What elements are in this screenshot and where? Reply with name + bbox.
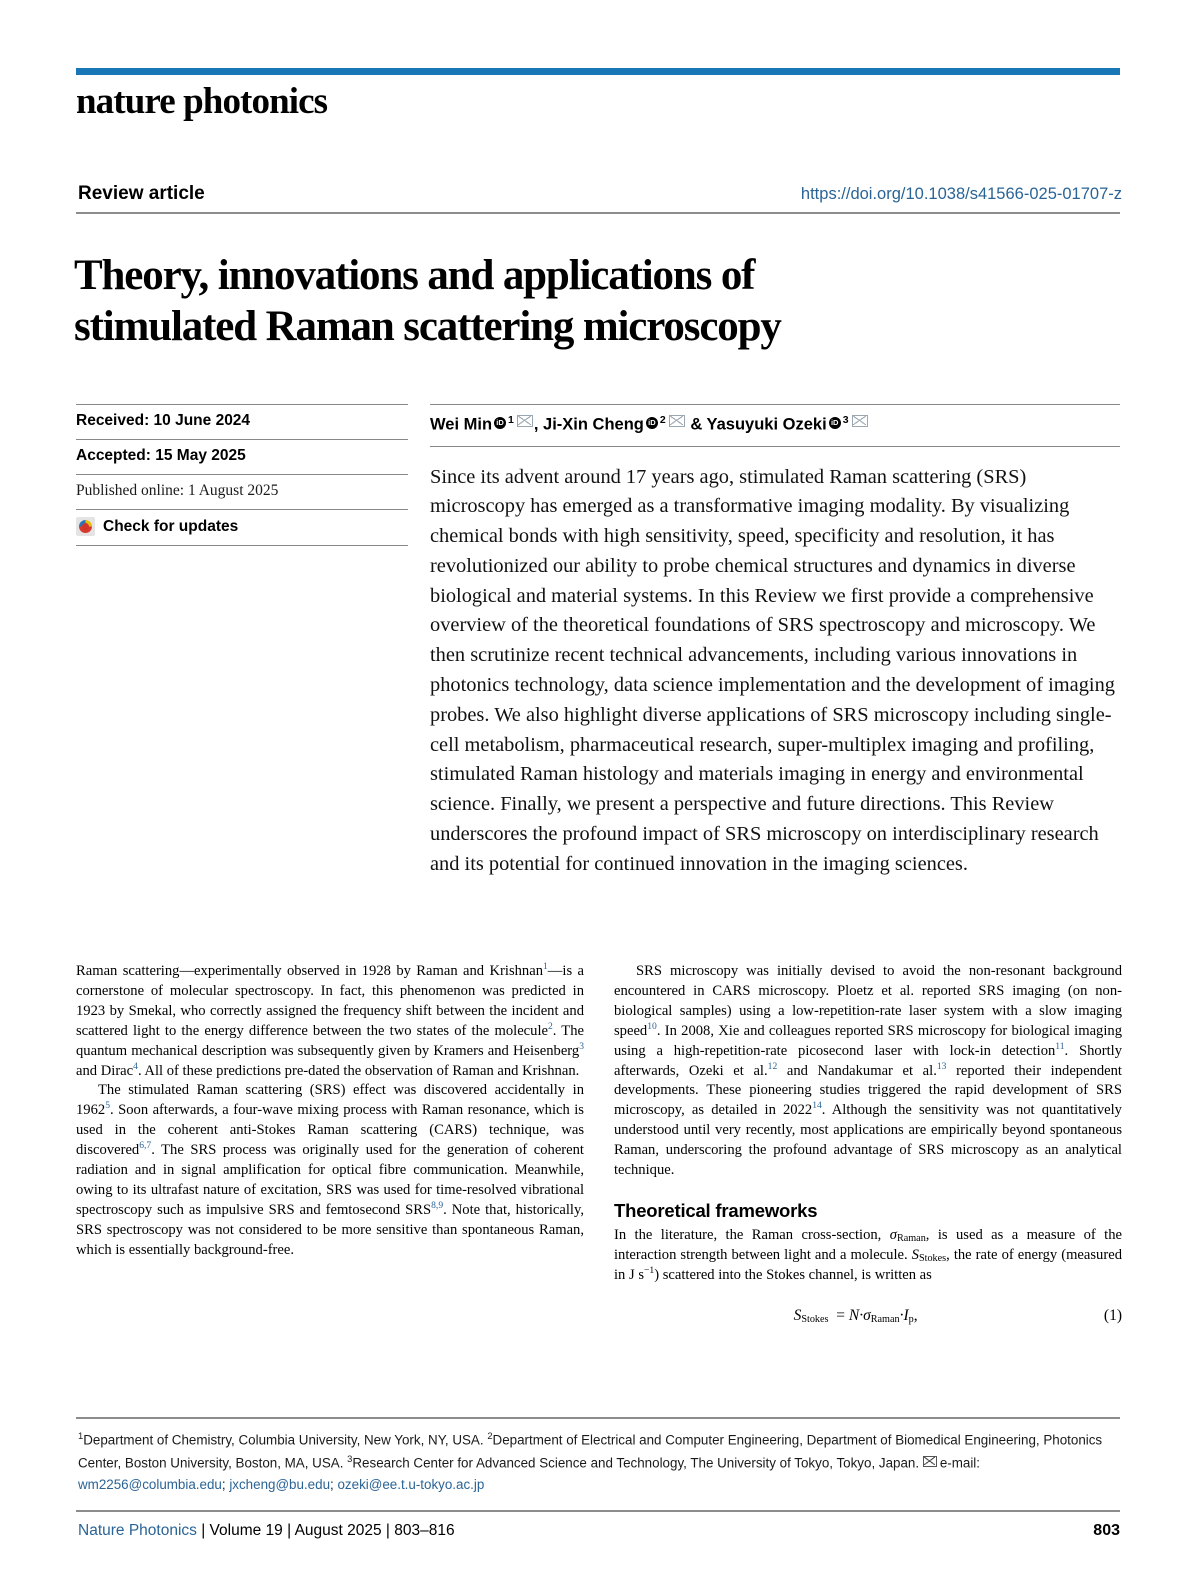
metadata-accepted-row bbox=[76, 439, 408, 474]
author-2-affiliation-marker: 2 bbox=[659, 414, 666, 426]
text-run: . The SRS process was originally used for the generation of coherent radiation and in signal amplification for optical fibre communication. Meanwhile, owing to its ultrafast nature of excitation, SRS was used for time-resolved vibrational spectroscopy such as impulsive SRS and femtosecond SRS bbox=[76, 1142, 584, 1218]
text-run: In the literature, the Raman cross-section, bbox=[614, 1227, 890, 1244]
header-divider bbox=[76, 212, 1120, 214]
text-run: Raman scattering—experimentally observed in 1928 by Raman and Krishnan bbox=[76, 963, 543, 979]
text-run: . Shortly afterwards, Ozeki et al. bbox=[614, 1042, 1122, 1079]
metadata-received-row bbox=[76, 404, 408, 439]
citation-ref[interactable]: 12 bbox=[767, 1060, 778, 1072]
title-line-1: Theory, innovations and applications of bbox=[74, 251, 755, 299]
citation-ref[interactable]: 6,7 bbox=[139, 1140, 152, 1152]
article-type-kicker: Review article bbox=[78, 183, 205, 204]
affiliation-2-text: Department of Electrical and Computer Engineering, Department of Biomedical Engineering, Photonics Center, Boston University, Boston, MA, USA. bbox=[78, 1432, 1103, 1471]
check-for-updates-label: Check for updates bbox=[103, 517, 239, 535]
text-run: , the rate of energy (measured in J s bbox=[614, 1247, 1122, 1284]
eq-rhs-intensity-subscript: p bbox=[908, 1313, 914, 1325]
citation-ref[interactable]: 3 bbox=[579, 1040, 584, 1052]
eq-equals: = bbox=[836, 1306, 846, 1324]
article-metadata-panel bbox=[76, 404, 408, 546]
abstract-text: Since its advent around 17 years ago, stimulated Raman scattering (SRS) microscopy has emerged as a transformative imaging modality. By visualizing chemical bonds with high sensitivity, speed, specificity and resolution, it has revolutionized our ability to probe chemical structures and dynamics in diverse biological and material systems. In this Review we first provide a comprehensive overview of the theoretical foundations of SRS spectroscopy and microscopy. We then scrutinize recent technical advancements, including various innovations in photonics technology, data science implementation and the development of imaging probes. We also highlight diverse applications of SRS microscopy including single-cell metabolism, pharmaceutical research, super-multiplex imaging and profiling, stimulated Raman histology and materials imaging in energy and environmental science. Finally, we present a perspective and future directions. This Review underscores the profound impact of SRS microscopy on interdisciplinary research and its potential for continued innovation in the imaging sciences. bbox=[430, 446, 1120, 880]
text-run: The stimulated Raman scattering (SRS) effect was discovered accidentally in 1962 bbox=[76, 1082, 584, 1119]
subscript-raman: Raman bbox=[896, 1233, 926, 1245]
text-run: . The quantum mechanical description was subsequently given by Kramers and Heisenberg bbox=[76, 1022, 584, 1059]
author-2-name: , Ji-Xin Cheng bbox=[533, 415, 644, 434]
text-run: reported their independent developments. These pioneering studies triggered the rapid development of SRS microscopy, as detailed in 2022 bbox=[614, 1062, 1122, 1119]
citation-ref[interactable]: 4 bbox=[133, 1060, 138, 1072]
equation-number: (1) bbox=[1103, 1306, 1122, 1324]
citation-ref[interactable]: 8,9 bbox=[431, 1200, 444, 1212]
envelope-icon bbox=[923, 1456, 937, 1467]
orcid-icon[interactable] bbox=[829, 417, 841, 429]
crossmark-icon bbox=[76, 517, 95, 536]
subscript-stokes: Stokes bbox=[918, 1253, 947, 1265]
author-3-affiliation-marker: 3 bbox=[842, 414, 849, 426]
published-online-date: Published online: 1 August 2025 bbox=[76, 482, 279, 499]
email-separator: ; bbox=[221, 1477, 230, 1493]
footer-citation bbox=[78, 1522, 455, 1540]
page-footer bbox=[78, 1522, 1120, 1540]
author-1-affiliation-marker: 1 bbox=[508, 414, 514, 426]
doi-link[interactable]: https://doi.org/10.1038/s41566-025-01707-z bbox=[800, 185, 1122, 203]
eq-rhs-n-sigma: N·σ bbox=[848, 1306, 871, 1324]
affiliation-1-text: Department of Chemistry, Columbia University, New York, NY, USA. bbox=[83, 1432, 488, 1448]
email-link-1[interactable]: wm2256@columbia.edu bbox=[78, 1477, 222, 1493]
citation-ref[interactable]: 14 bbox=[812, 1100, 822, 1112]
text-run: SRS microscopy was initially devised to avoid the non-resonant background encountered in CARS microscopy. Ploetz et al. reported SRS imaging (on non-biological samples) using a low-repetition-rate laser system with a slow imaging speed bbox=[614, 963, 1122, 1039]
author-list bbox=[430, 404, 1120, 446]
affiliation-marker-1: 1 bbox=[78, 1430, 84, 1441]
paragraph-intro bbox=[76, 962, 584, 1081]
envelope-icon[interactable] bbox=[852, 415, 868, 427]
check-for-updates-row[interactable] bbox=[76, 509, 408, 546]
text-run: , is used as a measure of the interaction strength between light and a molecule. bbox=[614, 1227, 1122, 1264]
journal-masthead: nature photonics bbox=[76, 81, 328, 122]
text-run: . Note that, historically, SRS spectroscopy was not considered to be more sensitive than spontaneous Raman, which is essentially background-free. bbox=[76, 1201, 584, 1258]
envelope-icon[interactable] bbox=[517, 415, 533, 427]
page-title bbox=[74, 251, 1074, 352]
citation-ref[interactable]: 11 bbox=[1055, 1040, 1065, 1052]
text-run: and Nandakumar et al. bbox=[777, 1062, 937, 1079]
authors-and-abstract bbox=[430, 404, 1120, 879]
affiliation-3-text: Research Center for Advanced Science and Technology, The University of Tokyo, Tokyo, Japan. bbox=[352, 1455, 923, 1471]
paragraph-srs-microscopy bbox=[614, 962, 1122, 1181]
metadata-published-row bbox=[76, 474, 408, 509]
paragraph-cross-section bbox=[614, 1226, 1122, 1286]
author-1-name: Wei Min bbox=[430, 415, 493, 434]
accepted-date: Accepted: 15 May 2025 bbox=[76, 447, 246, 464]
page-number: 803 bbox=[1093, 1522, 1120, 1539]
section-heading-theoretical-frameworks: Theoretical frameworks bbox=[614, 1199, 818, 1221]
title-line-2: stimulated Raman scattering microscopy bbox=[74, 302, 781, 350]
orcid-icon[interactable] bbox=[646, 417, 658, 429]
equation-1 bbox=[614, 1305, 1122, 1331]
orcid-icon[interactable] bbox=[494, 417, 506, 429]
body-column-right bbox=[614, 962, 1122, 1331]
text-run: . In 2008, Xie and colleagues reported SRS microscopy for biological imaging using a high-repetition-rate picosecond laser with lock-in detection bbox=[614, 1022, 1122, 1059]
text-run: ) scattered into the Stokes channel, is written as bbox=[654, 1267, 932, 1284]
body-columns bbox=[76, 962, 1122, 1331]
symbol-sigma: σ bbox=[889, 1227, 897, 1244]
affiliation-marker-2: 2 bbox=[487, 1430, 493, 1441]
eq-rhs-intensity: ·I bbox=[899, 1306, 909, 1324]
email-label: e-mail: bbox=[939, 1455, 980, 1471]
email-separator: ; bbox=[330, 1477, 338, 1493]
author-3-name: & Yasuyuki Ozeki bbox=[690, 415, 827, 434]
email-link-3[interactable]: ozeki@ee.t.u-tokyo.ac.jp bbox=[337, 1477, 485, 1493]
citation-ref[interactable]: 1 bbox=[543, 961, 548, 973]
exponent-minus-one: −1 bbox=[644, 1265, 655, 1277]
citation-ref[interactable]: 10 bbox=[647, 1020, 657, 1032]
text-run: . Soon afterwards, a four-wave mixing process with Raman resonance, which is used in the coherent anti-Stokes Raman scattering (CARS) technique, was discovered bbox=[76, 1102, 584, 1159]
received-date: Received: 10 June 2024 bbox=[76, 412, 251, 429]
symbol-s: S bbox=[911, 1247, 919, 1264]
eq-lhs-symbol: S bbox=[793, 1306, 802, 1324]
body-column-left bbox=[76, 962, 584, 1331]
envelope-icon[interactable] bbox=[669, 415, 685, 427]
affiliation-marker-3: 3 bbox=[347, 1453, 353, 1465]
citation-ref[interactable]: 13 bbox=[936, 1060, 947, 1072]
affiliations-block bbox=[78, 1428, 1120, 1496]
footer-divider bbox=[76, 1510, 1120, 1512]
text-run: and Dirac bbox=[76, 1062, 134, 1079]
eq-rhs-subscript: Raman bbox=[870, 1313, 900, 1325]
affiliations-divider bbox=[76, 1417, 1120, 1419]
brand-accent-rule bbox=[76, 68, 1120, 75]
text-run: . Although the sensitivity was not quantitatively understood until very recently, most applications are empirically beyond spontaneous Raman, underscoring the profound advantage of SRS microscopy as an analytical technique. bbox=[614, 1102, 1122, 1179]
text-run: —is a cornerstone of molecular spectroscopy. In fact, this phenomenon was predicted in 1923 by Smekal, who correctly assigned the frequency shift between the incident and scattered light to the energy difference between the two states of the molecule bbox=[76, 963, 584, 1039]
text-run: . All of these predictions pre-dated the observation of Raman and Krishnan. bbox=[137, 1062, 580, 1079]
eq-lhs-subscript: Stokes bbox=[801, 1313, 829, 1325]
email-link-2[interactable]: jxcheng@bu.edu bbox=[229, 1477, 331, 1493]
paragraph-srs-history bbox=[76, 1081, 584, 1260]
citation-ref[interactable]: 2 bbox=[547, 1020, 553, 1032]
citation-ref[interactable]: 5 bbox=[105, 1100, 110, 1112]
equation-body bbox=[794, 1305, 918, 1327]
footer-journal-name[interactable]: Nature Photonics bbox=[78, 1522, 197, 1539]
footer-citation-text: | Volume 19 | August 2025 | 803–816 bbox=[196, 1522, 455, 1539]
eq-comma: , bbox=[913, 1306, 918, 1324]
